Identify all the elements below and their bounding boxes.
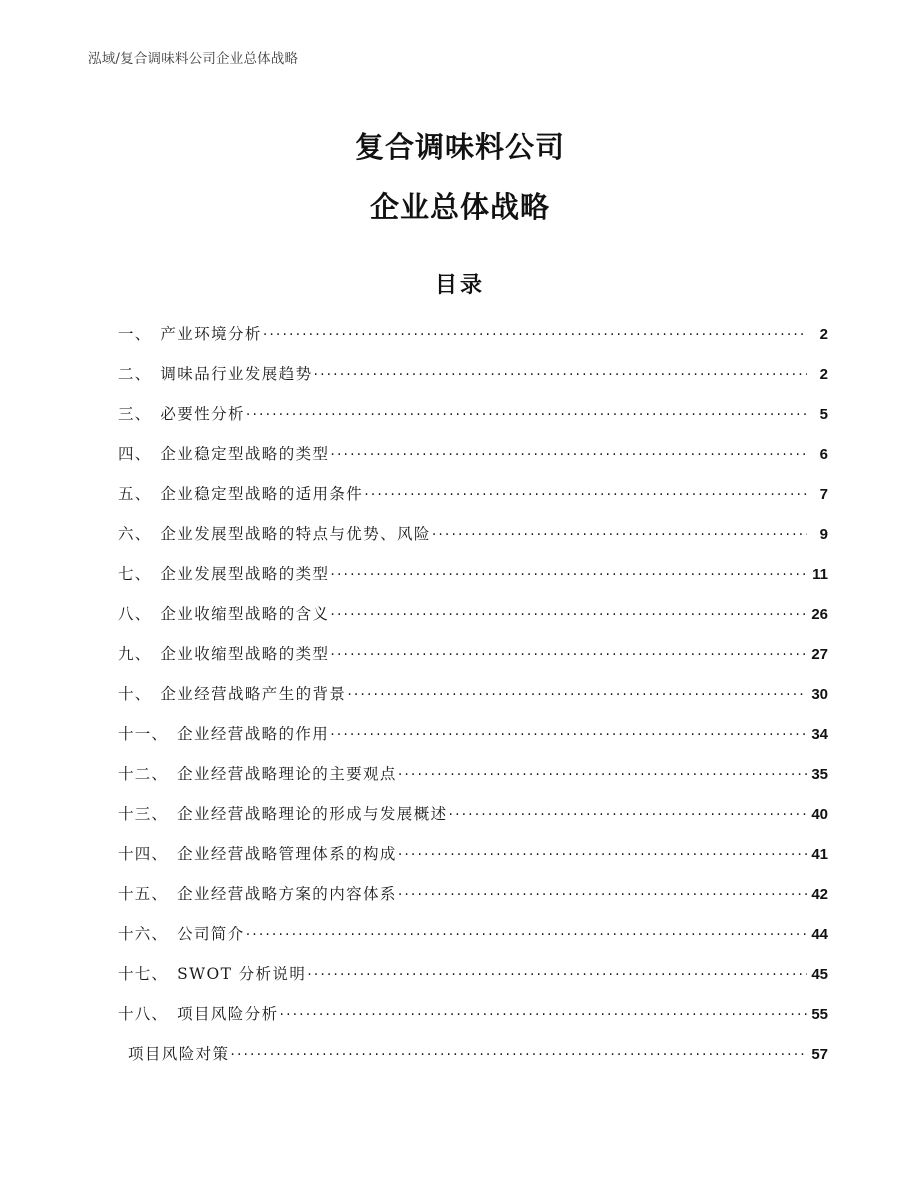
toc-dot-leader <box>230 1044 807 1060</box>
toc-dot-leader <box>330 604 807 620</box>
toc-dot-leader <box>398 844 807 860</box>
toc-entry-number: 十三、 <box>118 805 169 823</box>
toc-entry[interactable] <box>118 362 828 402</box>
toc-entry-number: 七、 <box>118 565 152 583</box>
toc-entry-page-number: 45 <box>811 966 828 983</box>
toc-entry-label: 企业经营战略产生的背景 <box>160 685 347 703</box>
toc-entry-page-number: 11 <box>812 566 828 583</box>
toc-entry-number: 十五、 <box>118 885 169 903</box>
toc-entry-page-number: 27 <box>811 646 828 663</box>
toc-entry-label: 企业经营战略理论的主要观点 <box>177 765 397 783</box>
document-title-line-2: 企业总体战略 <box>369 192 550 224</box>
toc-entry-number: 八、 <box>118 605 152 623</box>
toc-entry-label: 调味品行业发展趋势 <box>160 365 313 383</box>
toc-entry-label: 企业稳定型战略的类型 <box>160 445 330 463</box>
cover-title-block <box>0 118 920 238</box>
toc-entry-page-number: 6 <box>819 446 828 463</box>
toc-entry-number: 十八、 <box>118 1005 169 1023</box>
toc-entry-label: 企业发展型战略的类型 <box>160 565 330 583</box>
toc-dot-leader <box>432 524 807 540</box>
toc-entry[interactable] <box>118 402 828 442</box>
toc-entry-label: 企业收缩型战略的含义 <box>160 605 330 623</box>
toc-entry-number: 十二、 <box>118 765 169 783</box>
toc-entry-number: 九、 <box>118 645 152 663</box>
toc-entry[interactable] <box>118 762 828 802</box>
toc-entry-label: 企业经营战略管理体系的构成 <box>177 845 397 863</box>
toc-entry-page-number: 7 <box>819 486 828 503</box>
toc-entry-page-number: 9 <box>819 526 828 543</box>
toc-entry-number: 五、 <box>118 485 152 503</box>
toc-entry-number: 十一、 <box>118 725 169 743</box>
toc-entry-label: 必要性分析 <box>160 405 245 423</box>
toc-dot-leader <box>307 964 807 980</box>
toc-heading: 目录 <box>434 272 485 297</box>
toc-entry[interactable] <box>118 1002 828 1042</box>
toc-entry[interactable] <box>118 522 828 562</box>
toc-entry-page-number: 41 <box>811 846 828 863</box>
toc-entry-page-number: 26 <box>811 606 828 623</box>
toc-entry-number: 十四、 <box>118 845 169 863</box>
toc-entry-label: SWOT 分析说明 <box>177 965 307 983</box>
toc-dot-leader <box>347 684 807 700</box>
toc-dot-leader <box>263 324 807 340</box>
toc-entry[interactable] <box>118 962 828 1002</box>
running-header: 泓域/复合调味料公司企业总体战略 <box>88 51 299 67</box>
toc-dot-leader <box>398 764 807 780</box>
table-of-contents <box>118 322 828 1082</box>
toc-entry[interactable] <box>118 562 828 602</box>
toc-entry-label: 企业收缩型战略的类型 <box>160 645 330 663</box>
toc-entry-page-number: 35 <box>811 766 828 783</box>
toc-dot-leader <box>449 804 807 820</box>
toc-dot-leader <box>330 444 807 460</box>
toc-entry-page-number: 2 <box>819 366 828 383</box>
toc-dot-leader <box>280 1004 807 1020</box>
toc-entry[interactable] <box>118 602 828 642</box>
toc-entry-page-number: 57 <box>811 1046 828 1063</box>
toc-dot-leader <box>364 484 807 500</box>
toc-entry-label: 项目风险对策 <box>128 1045 230 1063</box>
toc-entry-number: 十、 <box>118 685 152 703</box>
toc-entry-page-number: 55 <box>811 1006 828 1023</box>
toc-entry[interactable] <box>118 322 828 362</box>
toc-dot-leader <box>246 404 807 420</box>
toc-entry[interactable] <box>118 922 828 962</box>
toc-entry-label: 产业环境分析 <box>160 325 262 343</box>
toc-entry-number: 三、 <box>118 405 152 423</box>
toc-dot-leader <box>246 924 807 940</box>
toc-entry-label: 企业经营战略的作用 <box>177 725 330 743</box>
toc-entry-number: 十七、 <box>118 965 169 983</box>
toc-entry[interactable] <box>118 802 828 842</box>
toc-dot-leader <box>398 884 807 900</box>
toc-entry-number: 一、 <box>118 325 152 343</box>
toc-entry[interactable] <box>118 482 828 522</box>
toc-entry[interactable] <box>118 682 828 722</box>
toc-dot-leader <box>330 644 807 660</box>
toc-entry-label: 公司简介 <box>177 925 245 943</box>
document-title-line-1: 复合调味料公司 <box>354 132 565 164</box>
toc-dot-leader <box>314 364 807 380</box>
toc-entry[interactable] <box>118 722 828 762</box>
toc-entry-page-number: 40 <box>811 806 828 823</box>
toc-entry-number: 二、 <box>118 365 152 383</box>
toc-entry-number: 六、 <box>118 525 152 543</box>
toc-dot-leader <box>330 564 807 580</box>
toc-entry-number: 十六、 <box>118 925 169 943</box>
toc-dot-leader <box>330 724 807 740</box>
toc-entry-label: 企业稳定型战略的适用条件 <box>160 485 364 503</box>
toc-entry[interactable] <box>118 1042 828 1082</box>
toc-entry[interactable] <box>118 642 828 682</box>
toc-entry[interactable] <box>118 842 828 882</box>
toc-entry[interactable] <box>118 442 828 482</box>
toc-entry-page-number: 42 <box>811 886 828 903</box>
toc-entry-page-number: 5 <box>819 406 828 423</box>
toc-entry-page-number: 34 <box>811 726 828 743</box>
toc-entry-label: 项目风险分析 <box>177 1005 279 1023</box>
toc-entry-number: 四、 <box>118 445 152 463</box>
toc-entry[interactable] <box>118 882 828 922</box>
toc-entry-label: 企业经营战略理论的形成与发展概述 <box>177 805 448 823</box>
toc-entry-label: 企业经营战略方案的内容体系 <box>177 885 397 903</box>
toc-entry-label: 企业发展型战略的特点与优势、风险 <box>160 525 431 543</box>
toc-entry-page-number: 30 <box>811 686 828 703</box>
toc-entry-page-number: 2 <box>819 326 828 343</box>
toc-entry-page-number: 44 <box>811 926 828 943</box>
